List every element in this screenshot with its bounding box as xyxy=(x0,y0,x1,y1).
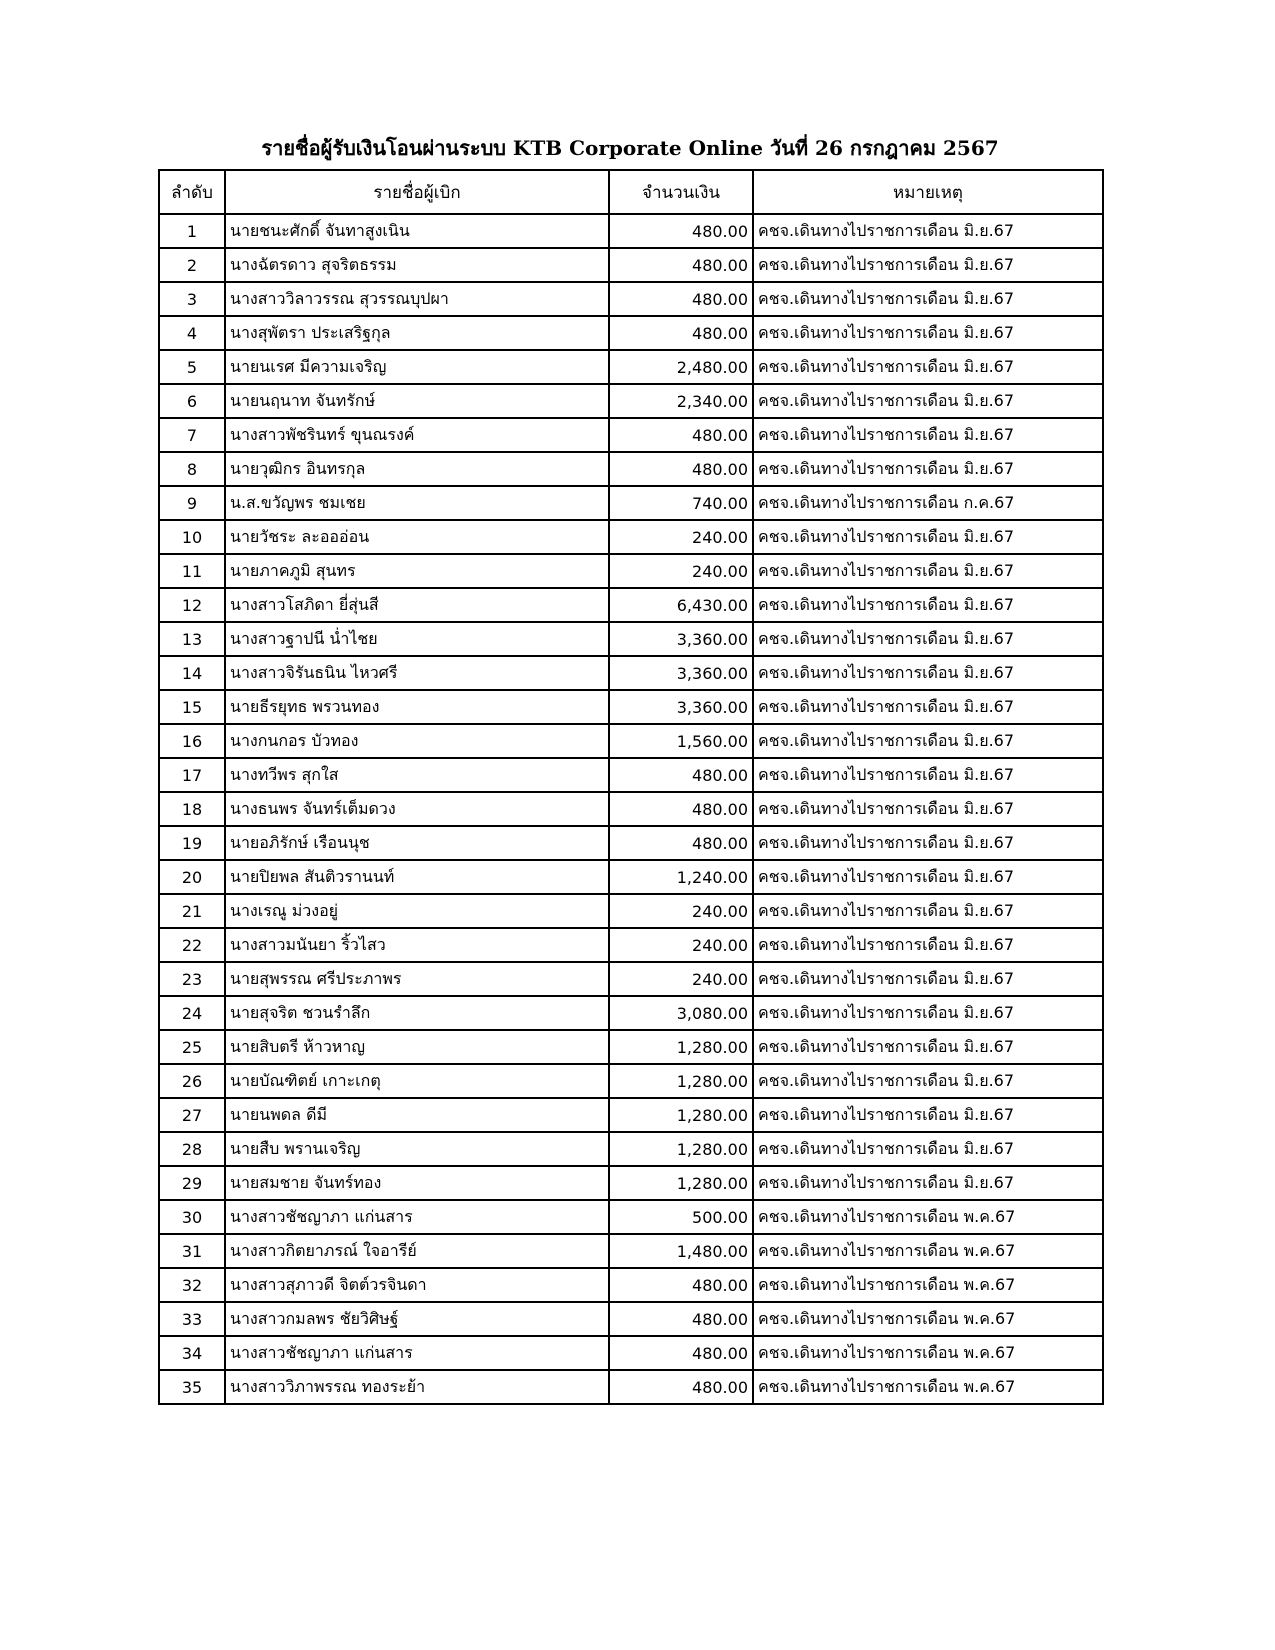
row-amount: 3,080.00 xyxy=(609,996,753,1030)
row-amount: 3,360.00 xyxy=(609,690,753,724)
row-number: 12 xyxy=(159,588,225,622)
row-amount: 2,480.00 xyxy=(609,350,753,384)
row-number: 23 xyxy=(159,962,225,996)
row-number: 14 xyxy=(159,656,225,690)
row-note: คชจ.เดินทางไปราชการเดือน มิ.ย.67 xyxy=(753,554,1103,588)
row-number: 11 xyxy=(159,554,225,588)
row-name: นางสาวกิตยาภรณ์ ใจอารีย์ xyxy=(225,1234,609,1268)
row-name: นางสาวมนันยา ริ้วไสว xyxy=(225,928,609,962)
header-no: ลำดับ xyxy=(159,170,225,214)
row-note: คชจ.เดินทางไปราชการเดือน พ.ค.67 xyxy=(753,1336,1103,1370)
row-note: คชจ.เดินทางไปราชการเดือน พ.ค.67 xyxy=(753,1268,1103,1302)
row-number: 31 xyxy=(159,1234,225,1268)
row-amount: 480.00 xyxy=(609,1370,753,1404)
row-amount: 1,480.00 xyxy=(609,1234,753,1268)
row-note: คชจ.เดินทางไปราชการเดือน มิ.ย.67 xyxy=(753,894,1103,928)
row-name: นางสาวฐาปนี น่ำไชย xyxy=(225,622,609,656)
row-amount: 480.00 xyxy=(609,1336,753,1370)
table-row xyxy=(159,826,1103,860)
row-number: 4 xyxy=(159,316,225,350)
row-number: 33 xyxy=(159,1302,225,1336)
row-note: คชจ.เดินทางไปราชการเดือน มิ.ย.67 xyxy=(753,282,1103,316)
row-amount: 480.00 xyxy=(609,758,753,792)
table-row xyxy=(159,996,1103,1030)
row-number: 7 xyxy=(159,418,225,452)
row-note: คชจ.เดินทางไปราชการเดือน พ.ค.67 xyxy=(753,1302,1103,1336)
row-amount: 740.00 xyxy=(609,486,753,520)
document-title: รายชื่อผู้รับเงินโอนผ่านระบบ KTB Corporate Online วันที่ 26 กรกฎาคม 2567 xyxy=(261,136,999,160)
table-row xyxy=(159,350,1103,384)
row-number: 22 xyxy=(159,928,225,962)
row-number: 13 xyxy=(159,622,225,656)
table-row xyxy=(159,1166,1103,1200)
row-note: คชจ.เดินทางไปราชการเดือน มิ.ย.67 xyxy=(753,758,1103,792)
row-amount: 1,280.00 xyxy=(609,1030,753,1064)
table-row xyxy=(159,588,1103,622)
table-row xyxy=(159,248,1103,282)
table-row xyxy=(159,520,1103,554)
payee-table xyxy=(158,169,1104,1405)
row-name: นายนฤนาท จันทรักษ์ xyxy=(225,384,609,418)
row-amount: 3,360.00 xyxy=(609,656,753,690)
table-row xyxy=(159,1098,1103,1132)
row-amount: 1,280.00 xyxy=(609,1166,753,1200)
row-name: นางธนพร จันทร์เต็มดวง xyxy=(225,792,609,826)
row-number: 16 xyxy=(159,724,225,758)
row-name: นายสืบ พรานเจริญ xyxy=(225,1132,609,1166)
row-name: นางสาวจิรันธนิน ไหวศรี xyxy=(225,656,609,690)
row-number: 27 xyxy=(159,1098,225,1132)
table-row xyxy=(159,622,1103,656)
row-number: 28 xyxy=(159,1132,225,1166)
row-amount: 480.00 xyxy=(609,792,753,826)
table-row xyxy=(159,724,1103,758)
row-note: คชจ.เดินทางไปราชการเดือน มิ.ย.67 xyxy=(753,452,1103,486)
row-name: นายสุพรรณ ศรีประภาพร xyxy=(225,962,609,996)
row-name: นางกนกอร บัวทอง xyxy=(225,724,609,758)
row-name: นางสาววิภาพรรณ ทองระย้า xyxy=(225,1370,609,1404)
row-number: 1 xyxy=(159,214,225,248)
row-number: 35 xyxy=(159,1370,225,1404)
row-name: นายชนะศักดิ์ จันทาสูงเนิน xyxy=(225,214,609,248)
row-name: นายบัณฑิตย์ เกาะเกตุ xyxy=(225,1064,609,1098)
row-note: คชจ.เดินทางไปราชการเดือน มิ.ย.67 xyxy=(753,1098,1103,1132)
table-row xyxy=(159,894,1103,928)
row-name: นายภาคภูมิ สุนทร xyxy=(225,554,609,588)
row-name: นายนพดล ดีมี xyxy=(225,1098,609,1132)
table-row xyxy=(159,1370,1103,1404)
row-amount: 1,280.00 xyxy=(609,1098,753,1132)
row-note: คชจ.เดินทางไปราชการเดือน พ.ค.67 xyxy=(753,1234,1103,1268)
row-name: นางเรณู ม่วงอยู่ xyxy=(225,894,609,928)
row-amount: 480.00 xyxy=(609,1302,753,1336)
row-name: นายธีรยุทธ พรวนทอง xyxy=(225,690,609,724)
row-name: นายวุฒิกร อินทรกุล xyxy=(225,452,609,486)
row-number: 17 xyxy=(159,758,225,792)
row-note: คชจ.เดินทางไปราชการเดือน มิ.ย.67 xyxy=(753,826,1103,860)
row-number: 18 xyxy=(159,792,225,826)
row-amount: 480.00 xyxy=(609,1268,753,1302)
row-note: คชจ.เดินทางไปราชการเดือน มิ.ย.67 xyxy=(753,724,1103,758)
row-note: คชจ.เดินทางไปราชการเดือน มิ.ย.67 xyxy=(753,928,1103,962)
row-amount: 480.00 xyxy=(609,418,753,452)
row-number: 25 xyxy=(159,1030,225,1064)
row-name: นางสาววิลาวรรณ สุวรรณบุปผา xyxy=(225,282,609,316)
row-amount: 2,340.00 xyxy=(609,384,753,418)
row-name: นางสุพัตรา ประเสริฐกุล xyxy=(225,316,609,350)
row-number: 34 xyxy=(159,1336,225,1370)
row-note: คชจ.เดินทางไปราชการเดือน มิ.ย.67 xyxy=(753,418,1103,452)
row-amount: 480.00 xyxy=(609,248,753,282)
row-name: น.ส.ขวัญพร ชมเชย xyxy=(225,486,609,520)
row-name: นายอภิรักษ์ เรือนนุช xyxy=(225,826,609,860)
row-number: 6 xyxy=(159,384,225,418)
row-note: คชจ.เดินทางไปราชการเดือน มิ.ย.67 xyxy=(753,1166,1103,1200)
table-row xyxy=(159,384,1103,418)
row-name: นายปิยพล สันติวรานนท์ xyxy=(225,860,609,894)
row-note: คชจ.เดินทางไปราชการเดือน มิ.ย.67 xyxy=(753,1132,1103,1166)
row-number: 3 xyxy=(159,282,225,316)
row-amount: 480.00 xyxy=(609,316,753,350)
row-name: นายวัชระ ละอออ่อน xyxy=(225,520,609,554)
row-note: คชจ.เดินทางไปราชการเดือน มิ.ย.67 xyxy=(753,1030,1103,1064)
row-note: คชจ.เดินทางไปราชการเดือน ก.ค.67 xyxy=(753,486,1103,520)
table-row xyxy=(159,316,1103,350)
row-number: 10 xyxy=(159,520,225,554)
table-row xyxy=(159,758,1103,792)
row-amount: 3,360.00 xyxy=(609,622,753,656)
row-note: คชจ.เดินทางไปราชการเดือน มิ.ย.67 xyxy=(753,622,1103,656)
table-row xyxy=(159,1030,1103,1064)
row-number: 24 xyxy=(159,996,225,1030)
table-row xyxy=(159,1234,1103,1268)
row-amount: 240.00 xyxy=(609,520,753,554)
row-note: คชจ.เดินทางไปราชการเดือน มิ.ย.67 xyxy=(753,792,1103,826)
table-row xyxy=(159,282,1103,316)
table-row xyxy=(159,486,1103,520)
row-note: คชจ.เดินทางไปราชการเดือน มิ.ย.67 xyxy=(753,520,1103,554)
row-number: 21 xyxy=(159,894,225,928)
row-number: 5 xyxy=(159,350,225,384)
row-amount: 500.00 xyxy=(609,1200,753,1234)
row-number: 2 xyxy=(159,248,225,282)
row-note: คชจ.เดินทางไปราชการเดือน มิ.ย.67 xyxy=(753,384,1103,418)
table-row xyxy=(159,1336,1103,1370)
row-name: นางสาวชัชญาภา แก่นสาร xyxy=(225,1200,609,1234)
header-amount: จำนวนเงิน xyxy=(609,170,753,214)
table-row xyxy=(159,1268,1103,1302)
row-amount: 480.00 xyxy=(609,214,753,248)
table-row xyxy=(159,452,1103,486)
row-number: 8 xyxy=(159,452,225,486)
row-note: คชจ.เดินทางไปราชการเดือน มิ.ย.67 xyxy=(753,996,1103,1030)
row-note: คชจ.เดินทางไปราชการเดือน พ.ค.67 xyxy=(753,1200,1103,1234)
row-amount: 480.00 xyxy=(609,282,753,316)
table-row xyxy=(159,554,1103,588)
row-name: นายสมชาย จันทร์ทอง xyxy=(225,1166,609,1200)
table-row xyxy=(159,1302,1103,1336)
row-amount: 240.00 xyxy=(609,894,753,928)
row-name: นางสาวชัชญาภา แก่นสาร xyxy=(225,1336,609,1370)
row-name: นางสาวโสภิดา ยี่สุ่นสี xyxy=(225,588,609,622)
row-note: คชจ.เดินทางไปราชการเดือน มิ.ย.67 xyxy=(753,350,1103,384)
table-row xyxy=(159,418,1103,452)
row-number: 19 xyxy=(159,826,225,860)
table-row xyxy=(159,214,1103,248)
table-row xyxy=(159,690,1103,724)
row-name: นายนเรศ มีความเจริญ xyxy=(225,350,609,384)
row-amount: 240.00 xyxy=(609,554,753,588)
row-amount: 240.00 xyxy=(609,962,753,996)
row-name: นางสาวสุภาวดี จิตต์วรจินดา xyxy=(225,1268,609,1302)
row-note: คชจ.เดินทางไปราชการเดือน พ.ค.67 xyxy=(753,1370,1103,1404)
table-row xyxy=(159,1200,1103,1234)
row-number: 9 xyxy=(159,486,225,520)
row-number: 32 xyxy=(159,1268,225,1302)
row-amount: 1,280.00 xyxy=(609,1132,753,1166)
header-name: รายชื่อผู้เบิก xyxy=(225,170,609,214)
table-row xyxy=(159,1132,1103,1166)
row-number: 26 xyxy=(159,1064,225,1098)
row-number: 30 xyxy=(159,1200,225,1234)
table-header-row xyxy=(159,170,1103,214)
row-name: นางสาวกมลพร ชัยวิศิษฐ์ xyxy=(225,1302,609,1336)
row-name: นางทวีพร สุกใส xyxy=(225,758,609,792)
row-name: นายสิบตรี ห้าวหาญ xyxy=(225,1030,609,1064)
row-number: 15 xyxy=(159,690,225,724)
row-note: คชจ.เดินทางไปราชการเดือน มิ.ย.67 xyxy=(753,214,1103,248)
row-name: นางสาวพัชรินทร์ ขุนณรงค์ xyxy=(225,418,609,452)
row-note: คชจ.เดินทางไปราชการเดือน มิ.ย.67 xyxy=(753,860,1103,894)
row-note: คชจ.เดินทางไปราชการเดือน มิ.ย.67 xyxy=(753,588,1103,622)
row-note: คชจ.เดินทางไปราชการเดือน มิ.ย.67 xyxy=(753,248,1103,282)
row-name: นางฉัตรดาว สุจริตธรรม xyxy=(225,248,609,282)
row-note: คชจ.เดินทางไปราชการเดือน มิ.ย.67 xyxy=(753,316,1103,350)
row-note: คชจ.เดินทางไปราชการเดือน มิ.ย.67 xyxy=(753,1064,1103,1098)
row-note: คชจ.เดินทางไปราชการเดือน มิ.ย.67 xyxy=(753,690,1103,724)
row-amount: 240.00 xyxy=(609,928,753,962)
row-number: 29 xyxy=(159,1166,225,1200)
row-amount: 1,560.00 xyxy=(609,724,753,758)
row-amount: 480.00 xyxy=(609,452,753,486)
row-amount: 480.00 xyxy=(609,826,753,860)
table-row xyxy=(159,962,1103,996)
table-row xyxy=(159,792,1103,826)
row-note: คชจ.เดินทางไปราชการเดือน มิ.ย.67 xyxy=(753,656,1103,690)
header-note: หมายเหตุ xyxy=(753,170,1103,214)
row-note: คชจ.เดินทางไปราชการเดือน มิ.ย.67 xyxy=(753,962,1103,996)
table-row xyxy=(159,928,1103,962)
table-body xyxy=(159,214,1103,1404)
table-row xyxy=(159,656,1103,690)
row-name: นายสุจริต ชวนรำลึก xyxy=(225,996,609,1030)
table-row xyxy=(159,1064,1103,1098)
row-number: 20 xyxy=(159,860,225,894)
row-amount: 6,430.00 xyxy=(609,588,753,622)
table-row xyxy=(159,860,1103,894)
row-amount: 1,280.00 xyxy=(609,1064,753,1098)
row-amount: 1,240.00 xyxy=(609,860,753,894)
